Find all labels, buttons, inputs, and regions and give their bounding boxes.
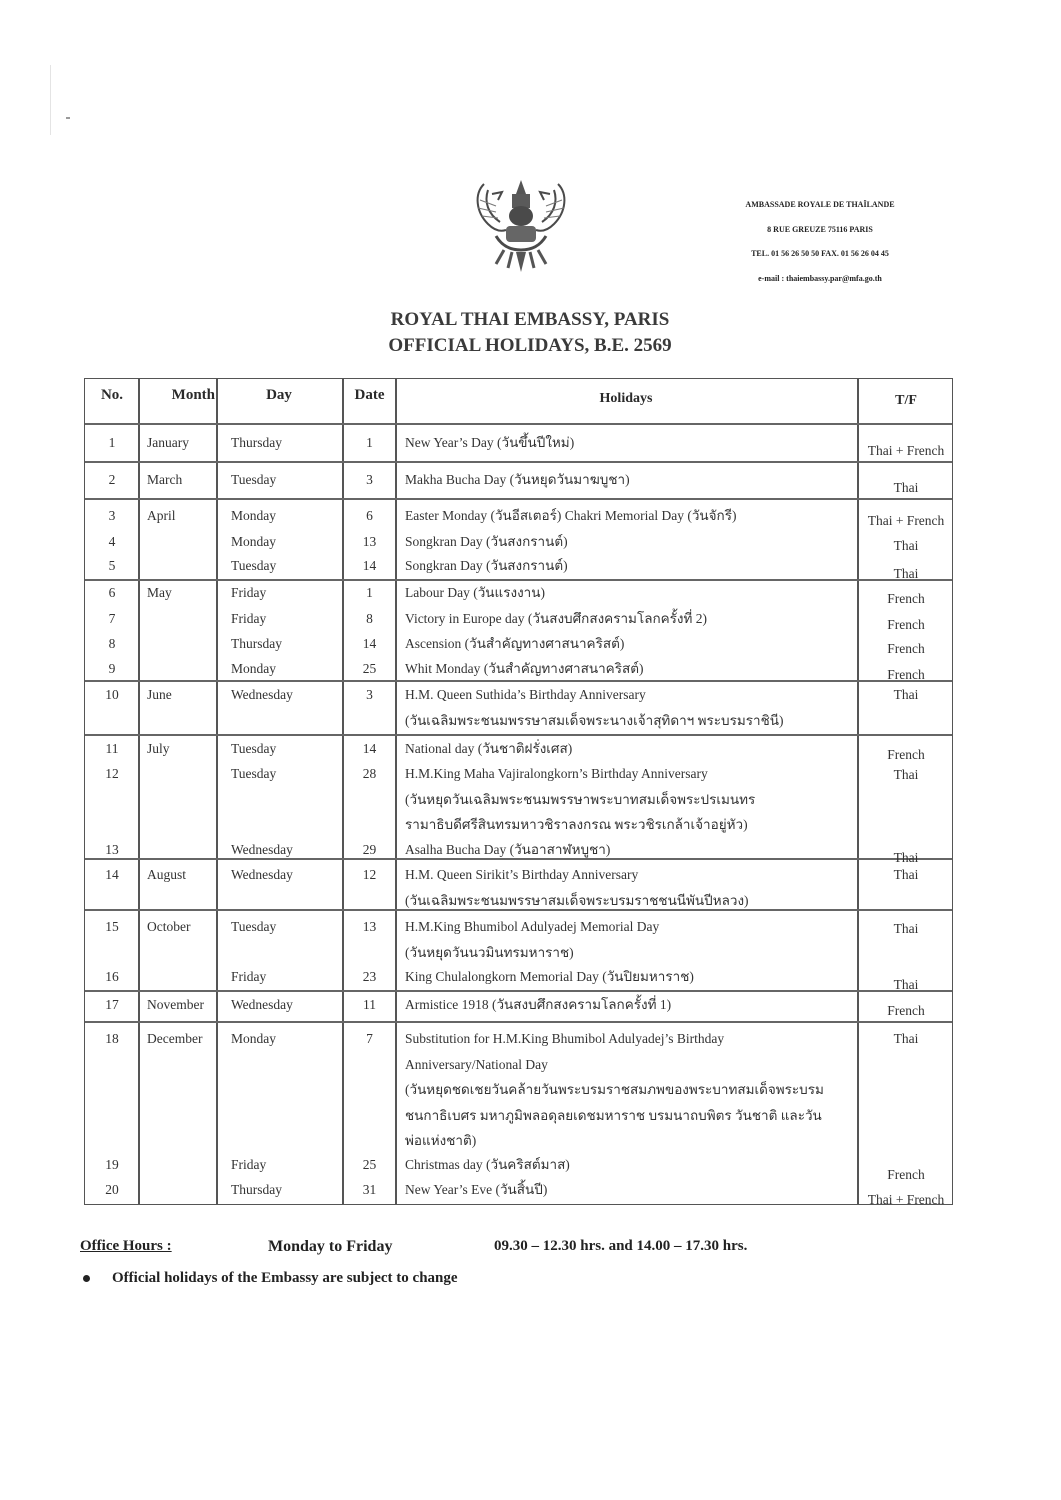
cell-no: 6 <box>108 585 116 600</box>
cell-month: April <box>147 508 176 523</box>
cell-date: 6 <box>366 508 373 523</box>
cell-holiday: H.M.King Bhumibol Adulyadej Memorial Day <box>405 919 660 934</box>
cell-tf: Thai <box>893 480 919 495</box>
cell-holiday: (วันหยุดชดเชยวันคล้ายวันพระบรมราชสมภพของพระบาทสมเด็จพระบรม <box>405 1082 824 1097</box>
cell-holiday: New Year’s Day (วันขึ้นปีใหม่) <box>405 435 575 450</box>
cell-holiday: H.M. Queen Suthida’s Birthday Anniversary <box>405 687 646 702</box>
address-line: TEL. 01 56 26 50 50 FAX. 01 56 26 04 45 <box>751 249 889 258</box>
cell-day: Tuesday <box>231 741 277 756</box>
cell-month: July <box>147 741 170 756</box>
cell-no: 15 <box>105 919 119 934</box>
title-line-2: OFFICIAL HOLIDAYS, B.E. 2569 <box>388 335 672 356</box>
page-margin-line <box>50 65 51 135</box>
cell-date: 25 <box>362 1157 377 1172</box>
cell-holiday: Substitution for H.M.King Bhumibol Adulyadej’s Birthday <box>405 1031 725 1046</box>
title-line-1: ROYAL THAI EMBASSY, PARIS <box>390 309 670 330</box>
column-divider <box>216 379 218 1204</box>
garuda-emblem-icon <box>466 172 576 276</box>
cell-holiday: Whit Monday (วันสำคัญทางศาสนาคริสต์) <box>405 661 644 676</box>
cell-tf: French <box>887 617 925 632</box>
cell-day: Thursday <box>231 435 282 450</box>
cell-tf: Thai <box>893 566 919 581</box>
cell-date: 3 <box>366 687 373 702</box>
row-divider <box>85 1021 952 1023</box>
cell-date: 12 <box>362 867 377 882</box>
cell-tf: French <box>887 641 925 656</box>
cell-tf: French <box>887 591 925 606</box>
cell-tf: Thai <box>893 977 919 992</box>
cell-holiday: ชนกาธิเบศร มหาภูมิพลอดุลยเดชมหาราช บรมนาถบพิตร วันชาติ และวัน <box>405 1107 822 1123</box>
cell-date: 13 <box>362 534 377 549</box>
cell-day: Friday <box>231 585 267 600</box>
cell-day: Monday <box>231 508 276 523</box>
cell-month: December <box>147 1031 203 1046</box>
cell-holiday: (วันหยุดวันนวมินทรมหาราช) <box>405 944 574 960</box>
cell-day: Tuesday <box>231 472 277 487</box>
cell-tf: Thai + French <box>867 1192 945 1207</box>
header-date: Date <box>354 387 385 403</box>
column-divider <box>857 379 859 1204</box>
cell-tf: Thai <box>893 867 919 882</box>
cell-holiday: H.M.King Maha Vajiralongkorn’s Birthday Anniversary <box>405 766 708 781</box>
cell-date: 14 <box>362 636 377 651</box>
scan-speck <box>66 117 70 119</box>
document-title <box>300 307 760 359</box>
cell-holiday: H.M. Queen Sirikit’s Birthday Anniversary <box>405 867 639 882</box>
cell-no: 19 <box>105 1157 119 1172</box>
cell-day: Wednesday <box>231 842 293 857</box>
header-holidays: Holidays <box>599 391 653 406</box>
cell-holiday: รามาธิบดีศรีสินทรมหาวชิราลงกรณ พระวชิรเกล้าเจ้าอยู่หัว) <box>405 817 748 832</box>
cell-tf: Thai <box>893 1031 919 1046</box>
cell-no: 1 <box>108 435 116 450</box>
cell-holiday: Armistice 1918 (วันสงบศึกสงครามโลกครั้งที่ 1) <box>405 997 672 1012</box>
cell-no: 4 <box>108 534 116 549</box>
cell-no: 9 <box>108 661 116 676</box>
address-line: 8 RUE GREUZE 75116 PARIS <box>767 224 873 234</box>
cell-tf: French <box>887 1003 925 1018</box>
row-divider <box>85 423 952 425</box>
cell-tf: Thai <box>893 767 919 782</box>
header-no: No. <box>100 387 124 403</box>
cell-no: 13 <box>105 842 119 857</box>
cell-month: June <box>147 687 172 702</box>
holidays-table <box>84 378 953 1205</box>
cell-no: 17 <box>105 997 119 1012</box>
cell-day: Wednesday <box>231 867 293 882</box>
cell-month: November <box>147 997 204 1012</box>
cell-day: Thursday <box>231 1182 282 1197</box>
cell-day: Monday <box>231 1031 276 1046</box>
cell-holiday: (วันหยุดวันเฉลิมพระชนมพรรษาพระบาทสมเด็จพระปรเมนทร <box>405 791 756 807</box>
cell-month: January <box>147 435 189 450</box>
cell-no: 14 <box>105 867 119 882</box>
cell-day: Tuesday <box>231 558 277 573</box>
cell-holiday: National day (วันชาติฝรั่งเศส) <box>405 741 573 756</box>
cell-no: 10 <box>105 687 119 702</box>
cell-day: Monday <box>231 661 276 676</box>
cell-day: Tuesday <box>231 766 277 781</box>
cell-holiday: Ascension (วันสำคัญทางศาสนาคริสต์) <box>405 636 625 651</box>
cell-day: Friday <box>231 969 267 984</box>
cell-date: 23 <box>362 969 377 984</box>
row-divider <box>85 461 952 463</box>
holidays-change-note: Official holidays of the Embassy are subject to change <box>112 1270 458 1286</box>
bullet-icon <box>83 1275 90 1282</box>
address-email: e-mail : thaiembassy.par@mfa.go.th <box>758 273 882 283</box>
office-hours-label: Office Hours : <box>80 1238 172 1254</box>
row-divider <box>85 498 952 500</box>
cell-day: Wednesday <box>231 687 293 702</box>
cell-day: Friday <box>231 611 267 626</box>
cell-date: 28 <box>362 766 377 781</box>
cell-no: 8 <box>108 636 116 651</box>
cell-no: 7 <box>108 611 116 626</box>
cell-holiday: King Chulalongkorn Memorial Day (วันปิยมหาราช) <box>405 969 694 984</box>
cell-holiday: Easter Monday (วันอีสเตอร์) Chakri Memorial Day (วันจักรี) <box>405 508 737 523</box>
cell-day: Thursday <box>231 636 282 651</box>
cell-tf: Thai + French <box>867 513 945 528</box>
cell-date: 14 <box>362 741 377 756</box>
header-tf: T/F <box>895 393 917 408</box>
cell-date: 7 <box>366 1031 373 1046</box>
cell-month: August <box>147 867 187 882</box>
cell-holiday: (วันเฉลิมพระชนมพรรษาสมเด็จพระบรมราชชนนีพันปีหลวง) <box>405 892 749 908</box>
cell-month: October <box>147 919 191 934</box>
cell-date: 13 <box>362 919 377 934</box>
cell-no: 20 <box>105 1182 119 1197</box>
cell-tf: French <box>887 747 925 762</box>
address-line: AMBASSADE ROYALE DE THAÏLANDE <box>745 200 895 209</box>
header-day: Day <box>266 387 292 403</box>
cell-tf: French <box>887 667 925 682</box>
cell-day: Wednesday <box>231 997 293 1012</box>
cell-tf: Thai <box>893 850 919 865</box>
cell-holiday: Anniversary/National Day <box>405 1056 548 1072</box>
cell-tf: Thai <box>893 921 919 936</box>
cell-day: Tuesday <box>231 919 277 934</box>
cell-no: 11 <box>105 741 119 756</box>
cell-no: 12 <box>105 766 119 781</box>
cell-no: 16 <box>105 969 119 984</box>
cell-month: March <box>147 472 183 487</box>
cell-date: 1 <box>366 435 373 450</box>
cell-holiday: New Year’s Eve (วันสิ้นปี) <box>405 1182 548 1197</box>
cell-date: 31 <box>362 1182 377 1197</box>
cell-date: 11 <box>363 997 376 1012</box>
cell-tf: Thai + French <box>867 443 945 458</box>
cell-no: 18 <box>105 1031 119 1046</box>
cell-holiday: Makha Bucha Day (วันหยุดวันมาฆบูชา) <box>405 472 630 487</box>
cell-holiday: Christmas day (วันคริสต์มาส) <box>405 1157 570 1172</box>
office-hours-times: 09.30 – 12.30 hrs. and 14.00 – 17.30 hrs. <box>494 1238 748 1254</box>
cell-date: 3 <box>366 472 373 487</box>
cell-date: 25 <box>362 661 377 676</box>
cell-day: Monday <box>231 534 276 549</box>
embassy-address <box>700 193 940 291</box>
cell-date: 1 <box>366 585 373 600</box>
cell-tf: Thai <box>893 687 919 702</box>
cell-tf: Thai <box>893 538 919 553</box>
cell-day: Friday <box>231 1157 267 1172</box>
header-month: Month <box>171 387 215 403</box>
cell-date: 29 <box>362 842 377 857</box>
cell-holiday: พ่อแห่งชาติ) <box>405 1133 477 1148</box>
cell-holiday: Victory in Europe day (วันสงบศึกสงครามโลกครั้งที่ 2) <box>405 611 708 626</box>
cell-holiday: (วันเฉลิมพระชนมพรรษาสมเด็จพระนางเจ้าสุทิดาฯ พระบรมราชินี) <box>405 712 784 728</box>
cell-no: 2 <box>108 472 116 487</box>
cell-date: 8 <box>366 611 373 626</box>
cell-holiday: Songkran Day (วันสงกรานต์) <box>405 558 568 573</box>
cell-date: 14 <box>362 558 377 573</box>
cell-tf: French <box>887 1167 925 1182</box>
cell-holiday: Asalha Bucha Day (วันอาสาฬหบูชา) <box>405 842 611 857</box>
cell-holiday: Songkran Day (วันสงกรานต์) <box>405 534 568 549</box>
cell-no: 3 <box>108 508 116 523</box>
cell-holiday: Labour Day (วันแรงงาน) <box>405 585 545 600</box>
office-hours-days: Monday to Friday <box>268 1238 393 1255</box>
cell-month: May <box>147 585 172 600</box>
cell-no: 5 <box>108 558 116 573</box>
